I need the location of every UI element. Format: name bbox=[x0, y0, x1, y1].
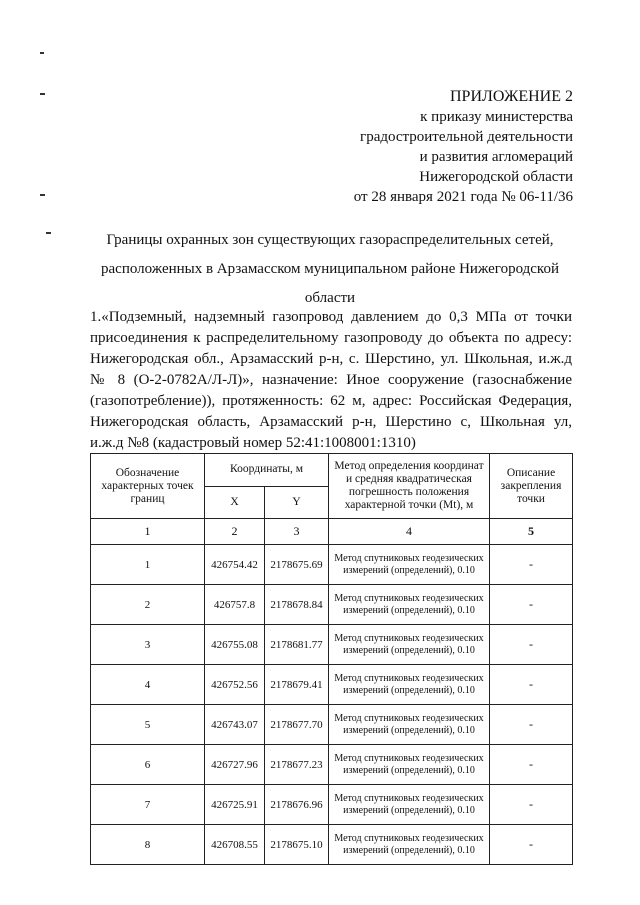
table-row bbox=[91, 705, 573, 745]
fixing-cell: - bbox=[490, 785, 573, 825]
coord-x: 426755.08 bbox=[205, 625, 265, 665]
coordinates-table bbox=[90, 453, 573, 865]
appendix-line: и развития агломераций bbox=[419, 149, 573, 165]
column-number: 1 bbox=[91, 519, 205, 545]
method-cell: Метод спутниковых геодезических измерений (определений), 0.10 bbox=[329, 665, 490, 705]
coord-x: 426708.55 bbox=[205, 825, 265, 865]
coord-y: 2178675.10 bbox=[265, 825, 329, 865]
scan-mark bbox=[40, 93, 45, 95]
coord-y: 2178677.23 bbox=[265, 745, 329, 785]
title-line: расположенных в Арзамасском муниципальном районе Нижегородской bbox=[101, 261, 559, 277]
document-title bbox=[90, 226, 570, 313]
table-row bbox=[91, 825, 573, 865]
point-id: 8 bbox=[91, 825, 205, 865]
column-number: 3 bbox=[265, 519, 329, 545]
coord-y: 2178681.77 bbox=[265, 625, 329, 665]
fixing-cell: - bbox=[490, 585, 573, 625]
appendix-title: ПРИЛОЖЕНИЕ 2 bbox=[449, 88, 573, 105]
method-cell: Метод спутниковых геодезических измерений (определений), 0.10 bbox=[329, 825, 490, 865]
scan-mark bbox=[40, 194, 45, 196]
appendix-order-date: от 28 января 2021 года № 06-11/36 bbox=[353, 189, 573, 205]
point-id: 4 bbox=[91, 665, 205, 705]
coord-x: 426752.56 bbox=[205, 665, 265, 705]
header-y: Y bbox=[265, 486, 329, 519]
coord-x: 426757.8 bbox=[205, 585, 265, 625]
table-row bbox=[91, 545, 573, 585]
header-x: X bbox=[205, 486, 265, 519]
header-fixing: Описание закрепления точки bbox=[490, 454, 573, 519]
coord-y: 2178675.69 bbox=[265, 545, 329, 585]
header-method: Метод определения координат и средняя квадратическая погрешность положения характерной точки (Mt), м bbox=[329, 454, 490, 519]
coord-x: 426725.91 bbox=[205, 785, 265, 825]
table-row bbox=[91, 625, 573, 665]
method-cell: Метод спутниковых геодезических измерений (определений), 0.10 bbox=[329, 625, 490, 665]
table-row bbox=[91, 745, 573, 785]
coord-y: 2178678.84 bbox=[265, 585, 329, 625]
header-coordinates: Координаты, м bbox=[205, 454, 329, 487]
fixing-cell: - bbox=[490, 705, 573, 745]
method-cell: Метод спутниковых геодезических измерений (определений), 0.10 bbox=[329, 785, 490, 825]
method-cell: Метод спутниковых геодезических измерений (определений), 0.10 bbox=[329, 585, 490, 625]
column-number: 2 bbox=[205, 519, 265, 545]
fixing-cell: - bbox=[490, 745, 573, 785]
column-number: 5 bbox=[490, 519, 573, 545]
coord-x: 426727.96 bbox=[205, 745, 265, 785]
appendix-block bbox=[354, 87, 573, 207]
table-row bbox=[91, 585, 573, 625]
coord-y: 2178676.96 bbox=[265, 785, 329, 825]
coord-x: 426743.07 bbox=[205, 705, 265, 745]
fixing-cell: - bbox=[490, 625, 573, 665]
scan-mark bbox=[46, 232, 51, 234]
point-id: 2 bbox=[91, 585, 205, 625]
method-cell: Метод спутниковых геодезических измерений (определений), 0.10 bbox=[329, 545, 490, 585]
column-number-row bbox=[91, 519, 573, 545]
fixing-cell: - bbox=[490, 545, 573, 585]
appendix-line: градостроительной деятельности bbox=[360, 129, 573, 145]
title-line: Границы охранных зон существующих газораспределительных сетей, bbox=[106, 232, 554, 248]
table-row bbox=[91, 665, 573, 705]
header-point: Обозначение характерных точек границ bbox=[91, 454, 205, 519]
fixing-cell: - bbox=[490, 665, 573, 705]
method-cell: Метод спутниковых геодезических измерений (определений), 0.10 bbox=[329, 705, 490, 745]
coord-x: 426754.42 bbox=[205, 545, 265, 585]
method-cell: Метод спутниковых геодезических измерений (определений), 0.10 bbox=[329, 745, 490, 785]
point-id: 7 bbox=[91, 785, 205, 825]
table-row bbox=[91, 785, 573, 825]
object-description: 1.«Подземный, надземный газопровод давлением до 0,3 МПа от точки присоединения к распределительному газопроводу до объекта по адресу: Нижегородская обл., Арзамасский р-н, с. Шерстино, ул. Школьная, и.ж.д № 8 (О-2-0782А/Л-Л)», назначение: Иное сооружение (газоснабжение (газопотребление)), протяженность: 62 м, адрес: Российская Федерация, Нижегородская область, Арзамасский р-н, Шерстино с, Школьная ул, и.ж.д №8 (кадастровый номер 52:41:1008001:1310) bbox=[90, 309, 572, 451]
coord-y: 2178679.41 bbox=[265, 665, 329, 705]
fixing-cell: - bbox=[490, 825, 573, 865]
scan-mark bbox=[40, 52, 44, 54]
title-line: области bbox=[304, 290, 356, 306]
appendix-line: к приказу министерства bbox=[420, 109, 573, 125]
column-number: 4 bbox=[329, 519, 490, 545]
point-id: 1 bbox=[91, 545, 205, 585]
point-id: 3 bbox=[91, 625, 205, 665]
coord-y: 2178677.70 bbox=[265, 705, 329, 745]
appendix-line: Нижегородской области bbox=[419, 169, 573, 185]
point-id: 5 bbox=[91, 705, 205, 745]
point-id: 6 bbox=[91, 745, 205, 785]
